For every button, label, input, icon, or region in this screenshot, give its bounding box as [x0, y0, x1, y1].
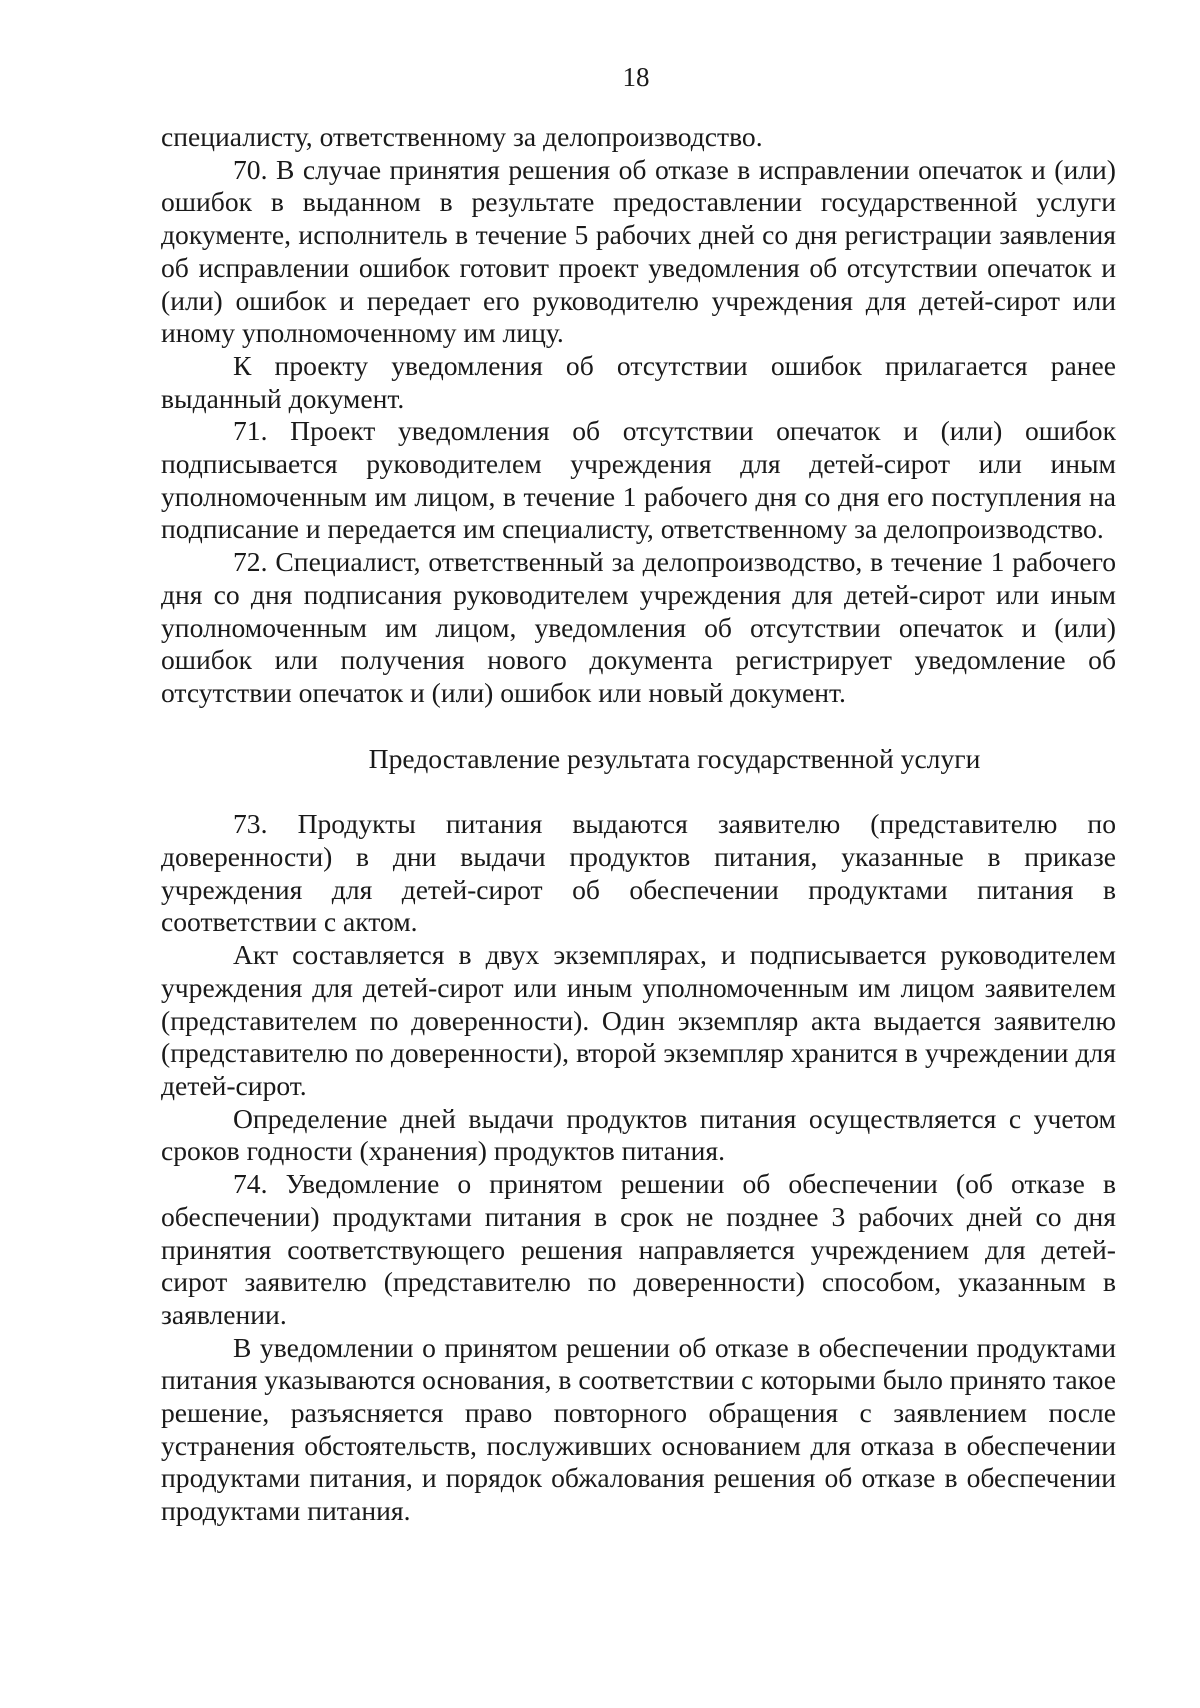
paragraph-73: 73. Продукты питания выдаются заявителю (представителю по доверенности) в дни выдачи продуктов питания, указанные в приказе учреждения для детей-сирот об обеспечении продуктами питания в соответствии с актом.: [161, 808, 1116, 938]
paragraph-73-dates: Определение дней выдачи продуктов питания осуществляется с учетом сроков годности (хранения) продуктов питания.: [161, 1102, 1116, 1167]
paragraph-72: 72. Специалист, ответственный за делопроизводство, в течение 1 рабочего дня со дня подписания руководителем учреждения для детей-сирот или иным уполномоченным им лицом, уведомления об отсутствии опечаток и (или) ошибок или получения нового документа регистрирует уведомление об отсутствии опечаток и (или) ошибок или новый документ.: [161, 546, 1116, 708]
paragraph-73-act: Акт составляется в двух экземплярах, и подписывается руководителем учреждения для детей-сирот или иным уполномоченным им лицом заявителем (представителем по доверенности). Один экземпляр акта выдается заявителю (представителю по доверенности), второй экземпляр хранится в учреждении для детей-сирот.: [161, 939, 1116, 1101]
document-body: [161, 121, 1116, 1528]
section-heading: Предоставление результата государственной услуги: [368, 742, 981, 774]
paragraph-74-refusal: В уведомлении о принятом решении об отказе в обеспечении продуктами питания указываются основания, в соответствии с которыми было принято такое решение, разъясняется право повторного обращения с заявлением после устранения обстоятельств, послуживших основанием для отказа в обеспечении продуктами питания, и порядок обжалования решения об отказе в обеспечении продуктами питания.: [161, 1331, 1116, 1527]
paragraph-70: 70. В случае принятия решения об отказе в исправлении опечаток и (или) ошибок в выданном в результате предоставлении государственной услуги документе, исполнитель в течение 5 рабочих дней со дня регистрации заявления об исправлении ошибок готовит проект уведомления об отсутствии опечаток и (или) ошибок и передает его руководителю учреждения для детей-сирот или иному уполномоченному им лицу.: [161, 153, 1116, 349]
paragraph-continuation: специалисту, ответственному за делопроизводство.: [161, 121, 763, 152]
paragraph-71: 71. Проект уведомления об отсутствии опечаток и (или) ошибок подписывается руководителем учреждения для детей-сирот или иным уполномоченным им лицом, в течение 1 рабочего дня со дня его поступления на подписание и передается им специалисту, ответственному за делопроизводство.: [161, 415, 1116, 545]
paragraph-74: 74. Уведомление о принятом решении об обеспечении (об отказе в обеспечении) продуктами питания в срок не позднее 3 рабочих дней со дня принятия соответствующего решения направляется учреждением для детей-сирот заявителю (представителю по доверенности) способом, указанным в заявлении.: [161, 1168, 1116, 1330]
paragraph-70-attachment: К проекту уведомления об отсутствии ошибок прилагается ранее выданный документ.: [161, 349, 1116, 414]
page-number: 18: [622, 62, 650, 92]
